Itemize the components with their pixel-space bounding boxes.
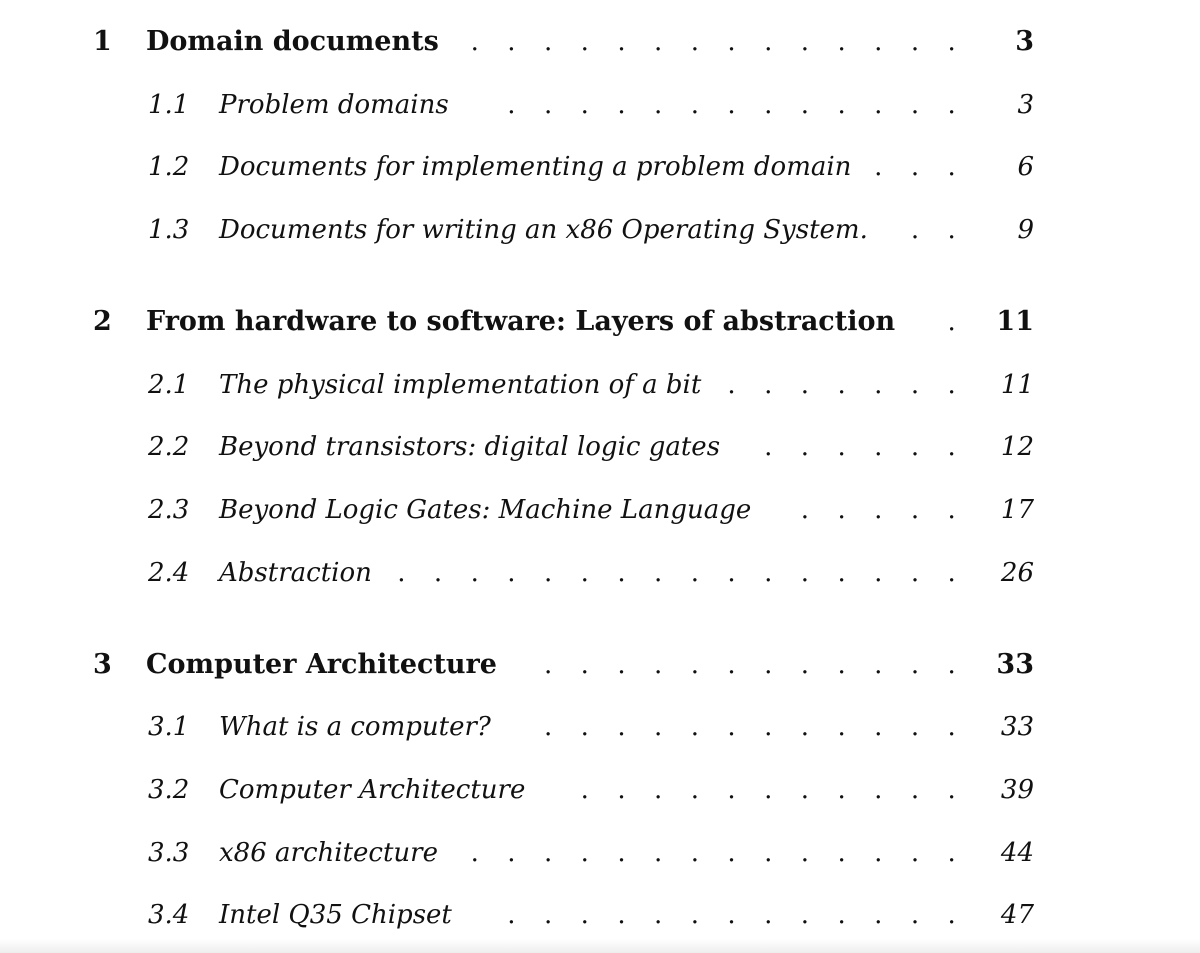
section-page-number: 6 bbox=[1017, 152, 1034, 182]
section-title: The physical implementation of a bit bbox=[219, 370, 702, 400]
section-page-number: 9 bbox=[1017, 215, 1034, 245]
section-title: Computer Architecture bbox=[219, 775, 526, 805]
dot-leader: ...... bbox=[764, 432, 956, 462]
dot-leader: ............ bbox=[543, 712, 956, 742]
section-page-number: 26 bbox=[1000, 558, 1034, 588]
section-title: Documents for implementing a problem domain bbox=[219, 152, 852, 182]
dot-leader: ............. bbox=[507, 90, 956, 120]
section-number: 1.2 bbox=[148, 152, 190, 182]
toc-section-2-3[interactable] bbox=[0, 490, 1200, 530]
section-number: 3.1 bbox=[148, 712, 190, 742]
toc-section-3-4[interactable] bbox=[0, 895, 1200, 935]
section-title: x86 architecture bbox=[219, 838, 438, 868]
chapter-page-number: 3 bbox=[1015, 26, 1034, 57]
toc-chapter-2[interactable] bbox=[0, 302, 1200, 342]
section-title: Beyond Logic Gates: Machine Language bbox=[219, 495, 752, 525]
section-page-number: 33 bbox=[1000, 712, 1034, 742]
section-title: What is a computer? bbox=[219, 712, 491, 742]
section-number: 1.3 bbox=[148, 215, 190, 245]
toc-section-2-1[interactable] bbox=[0, 365, 1200, 405]
dot-leader: .. bbox=[910, 215, 956, 245]
dot-leader: ..... bbox=[800, 495, 956, 525]
section-title: Intel Q35 Chipset bbox=[219, 900, 452, 930]
section-number: 3.2 bbox=[148, 775, 190, 805]
section-page-number: 44 bbox=[1000, 838, 1034, 868]
section-number: 2.4 bbox=[148, 558, 190, 588]
section-number: 3.3 bbox=[148, 838, 190, 868]
dot-leader: ........... bbox=[580, 775, 956, 805]
toc-section-1-3[interactable] bbox=[0, 210, 1200, 250]
chapter-page-number: 11 bbox=[996, 306, 1034, 337]
section-page-number: 12 bbox=[1000, 432, 1034, 462]
section-title: Abstraction bbox=[219, 558, 372, 588]
chapter-title: Computer Architecture bbox=[146, 649, 497, 680]
page-bottom-edge bbox=[0, 939, 1200, 953]
toc-section-3-1[interactable] bbox=[0, 707, 1200, 747]
dot-leader: .............. bbox=[470, 838, 956, 868]
chapter-page-number: 33 bbox=[996, 649, 1034, 680]
section-number: 2.2 bbox=[148, 432, 190, 462]
dot-leader: ....... bbox=[727, 370, 956, 400]
toc-chapter-1[interactable] bbox=[0, 22, 1200, 62]
toc-section-3-2[interactable] bbox=[0, 770, 1200, 810]
dot-leader: ............. bbox=[507, 900, 956, 930]
chapter-title: From hardware to software: Layers of abstraction bbox=[146, 306, 896, 337]
section-title: Documents for writing an x86 Operating System. bbox=[219, 215, 868, 245]
section-title: Beyond transistors: digital logic gates bbox=[219, 432, 721, 462]
dot-leader: ............ bbox=[543, 650, 956, 680]
section-number: 1.1 bbox=[148, 90, 190, 120]
chapter-number: 1 bbox=[93, 26, 112, 57]
dot-leader: . bbox=[947, 307, 956, 337]
section-number: 3.4 bbox=[148, 900, 190, 930]
section-page-number: 47 bbox=[1000, 900, 1034, 930]
chapter-number: 2 bbox=[93, 306, 112, 337]
chapter-title: Domain documents bbox=[146, 26, 439, 57]
section-page-number: 17 bbox=[1000, 495, 1034, 525]
dot-leader: .............. bbox=[470, 27, 956, 57]
toc-section-3-3[interactable] bbox=[0, 833, 1200, 873]
section-page-number: 39 bbox=[1000, 775, 1034, 805]
dot-leader: ... bbox=[874, 152, 956, 182]
toc-section-1-1[interactable] bbox=[0, 85, 1200, 125]
toc-section-1-2[interactable] bbox=[0, 147, 1200, 187]
toc-section-2-4[interactable] bbox=[0, 553, 1200, 593]
section-number: 2.3 bbox=[148, 495, 190, 525]
section-number: 2.1 bbox=[148, 370, 190, 400]
toc-chapter-3[interactable] bbox=[0, 645, 1200, 685]
section-page-number: 3 bbox=[1017, 90, 1034, 120]
toc-section-2-2[interactable] bbox=[0, 427, 1200, 467]
dot-leader: ................ bbox=[397, 558, 956, 588]
section-page-number: 11 bbox=[1000, 370, 1034, 400]
chapter-number: 3 bbox=[93, 649, 112, 680]
section-title: Problem domains bbox=[219, 90, 449, 120]
